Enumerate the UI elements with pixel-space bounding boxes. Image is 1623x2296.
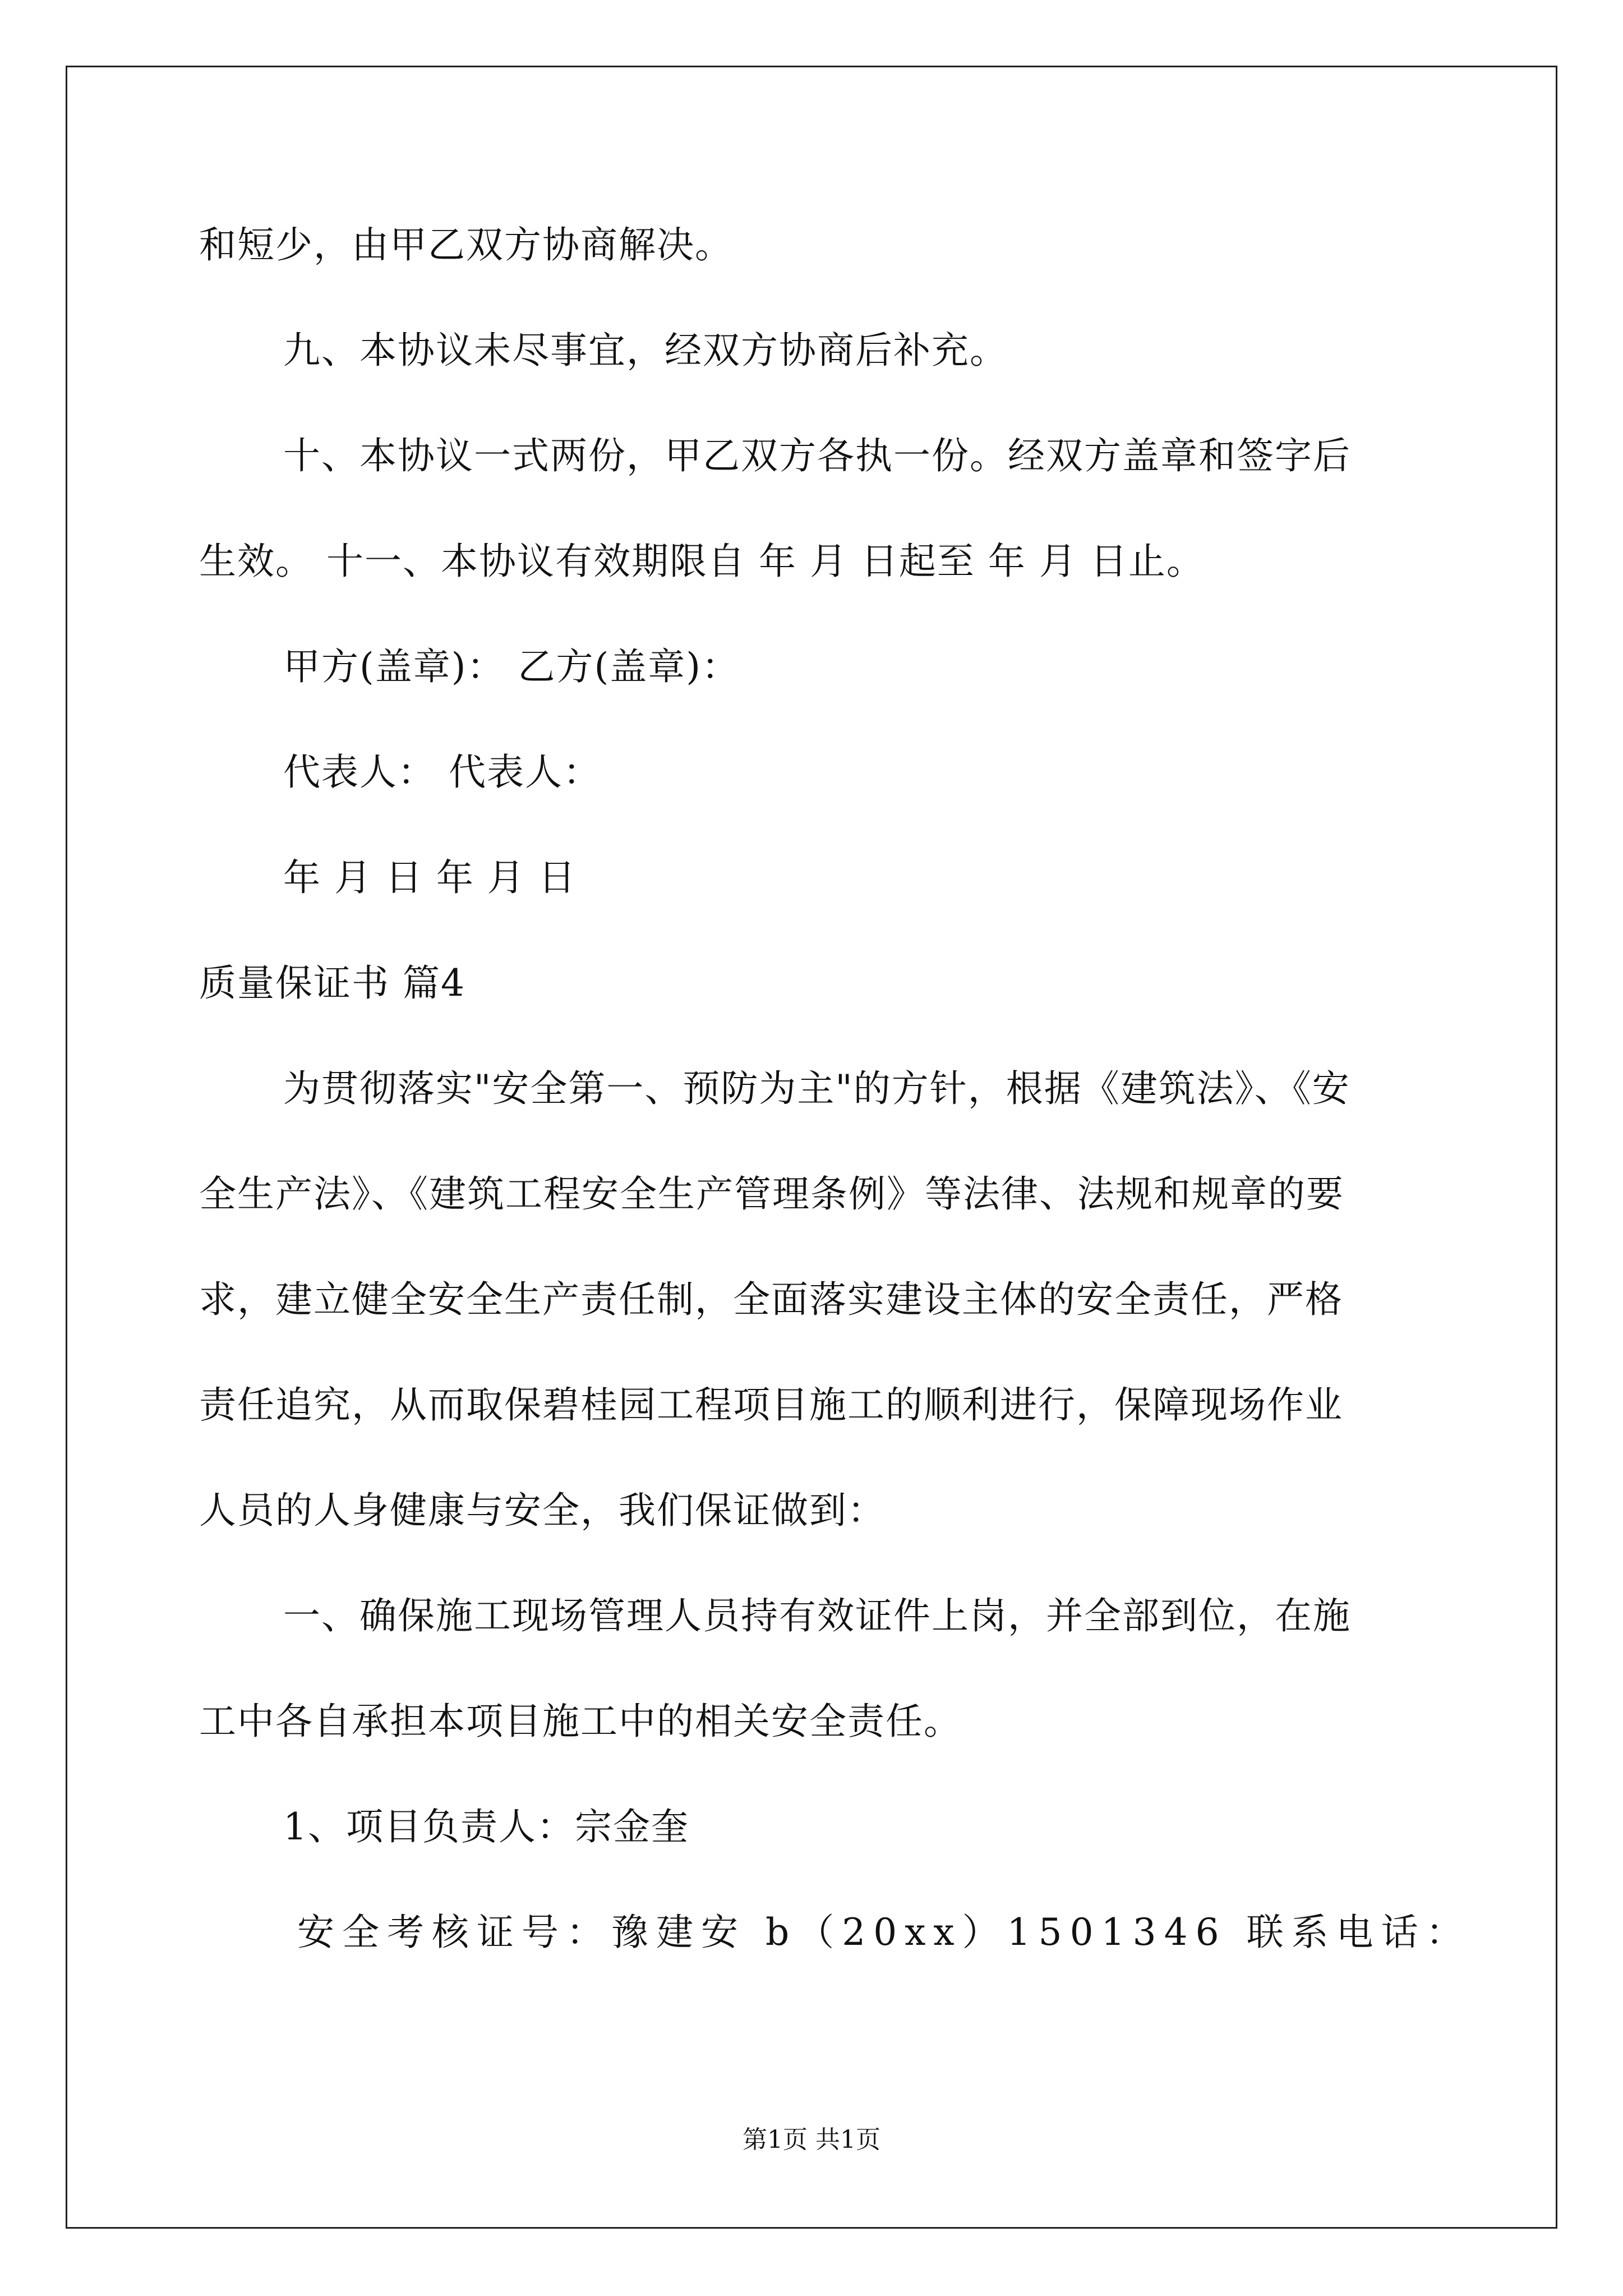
text-line: 甲方(盖章)： 乙方(盖章)： (283, 645, 740, 688)
text-line: 一、确保施工现场管理人员持有效证件上岗，并全部到位，在施 (283, 1594, 1351, 1637)
text-line: 和短少，由甲乙双方协商解决。 (199, 223, 733, 266)
text-line: 全生产法》、《建筑工程安全生产管理条例》等法律、法规和规章的要 (199, 1172, 1344, 1216)
page-border (66, 66, 1557, 2229)
text-line: 工中各自承担本项目施工中的相关安全责任。 (199, 1700, 962, 1743)
section-heading: 质量保证书 篇4 (199, 961, 465, 1005)
text-line: 年 月 日 年 月 日 (283, 856, 577, 899)
text-line: 责任追究，从而取保碧桂园工程项目施工的顺利进行，保障现场作业 (199, 1383, 1343, 1427)
text-line: 人员的人身健康与安全，我们保证做到： (199, 1489, 886, 1532)
text-line: 生效。 十一、本协议有效期限自 年 月 日起至 年 月 日止。 (199, 540, 1205, 583)
text-line: 求，建立健全安全生产责任制，全面落实建设主体的安全责任，严格 (199, 1278, 1343, 1321)
page-number-footer: 第1页 共1页 (743, 2125, 880, 2154)
text-line: 1、项目负责人：宗金奎 (283, 1805, 689, 1848)
text-line: 十、本协议一式两份，甲乙双方各执一份。经双方盖章和签字后 (283, 434, 1351, 477)
text-line: 为贯彻落实"安全第一、预防为主"的方针，根据《建筑法》、《安 (283, 1067, 1350, 1110)
text-line: 安全考核证号：豫建安 b（20xx）1501346 联系电话： (297, 1911, 1471, 1954)
text-line: 九、本协议未尽事宜，经双方协商后补充。 (283, 329, 1008, 372)
text-line: 代表人： 代表人： (283, 751, 601, 794)
